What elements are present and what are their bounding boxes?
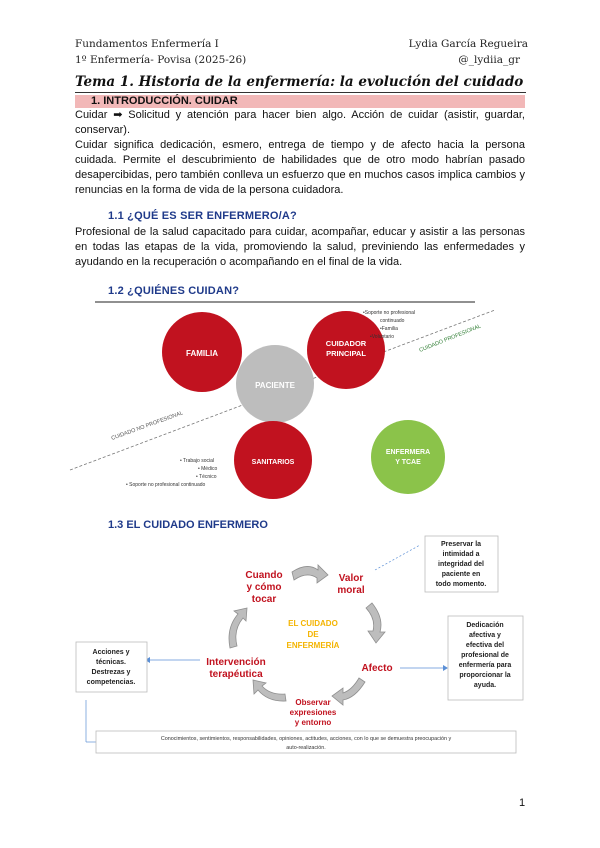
center-label-3: ENFERMERÍA — [286, 641, 340, 650]
cuidador-note-2: continuado — [380, 318, 405, 324]
text-line: conservar). — [75, 124, 131, 136]
cycle-arrow-bottom-right — [332, 678, 365, 705]
enfermera-label-1: ENFERMERA — [385, 449, 431, 456]
connector-preservar — [375, 545, 420, 570]
text-line: desapercibidas, pero también conlleva un esfuerzo que en muchos casos implica cambios y — [75, 169, 525, 181]
cuando-label-1: Cuando — [245, 570, 283, 581]
cuidador-label-1: CUIDADOR — [325, 339, 367, 348]
label-cuidado-no-profesional: CUIDADO NO PROFESIONAL — [110, 410, 184, 442]
box-dedicacion-line: enfermería para — [458, 662, 512, 669]
sanitarios-note-4: • Soporte no profesional continuado — [126, 482, 206, 488]
sanitarios-note-3: • Técnico — [196, 474, 217, 480]
cuidador-note-3: •Familia — [380, 326, 398, 332]
label-cuidado-profesional: CUIDADO PROFESIONAL — [418, 323, 482, 354]
box-preservar-line: integridad del — [438, 561, 484, 568]
header-course: Fundamentos Enfermería I — [75, 38, 219, 50]
box-dedicacion-line: proporcionar la — [459, 672, 511, 679]
page-title: Tema 1. Historia de la enfermería: la evolución del cuidado — [75, 74, 524, 90]
box-dedicacion-line: Dedicación — [466, 622, 504, 629]
sanitarios-label: SANITARIOS — [251, 459, 295, 466]
center-label-2: DE — [307, 630, 319, 639]
text-line: cuidada. Permite el descubrimiento de habilidades que de otro modo habrían pasado — [75, 154, 525, 166]
enfermera-circle — [371, 420, 445, 494]
cuando-label-3: tocar — [251, 594, 277, 605]
text-line: Profesional de la salud capacitado para cuidar, acompañar, educar y asistir a las personas — [75, 226, 525, 238]
header-year: 1º Enfermería- Povisa (2025-26) — [75, 54, 247, 66]
box-preservar-line: todo momento. — [435, 581, 487, 588]
valor-label-1: Valor — [338, 573, 364, 584]
box-preservar-line: intimidad a — [442, 551, 480, 558]
cycle-arrow-top — [292, 565, 328, 583]
header-handle: @_lydiia_gr — [458, 54, 520, 66]
section-heading-intro: 1. INTRODUCCIÓN. CUIDAR — [91, 95, 238, 107]
box-acciones-line: Destrezas y — [91, 669, 131, 676]
cuidador-note-1: •Soporte no profesional — [363, 310, 416, 316]
subsection-heading-1-1: 1.1 ¿QUÉ ES SER ENFERMERO/A? — [108, 210, 297, 222]
sanitarios-note-2: • Médico — [198, 466, 218, 472]
subsection-heading-1-3: 1.3 EL CUIDADO ENFERMERO — [108, 519, 268, 531]
box-acciones-line: competencias. — [86, 679, 136, 686]
page-number: 1 — [519, 797, 526, 809]
paciente-label: PACIENTE — [255, 381, 295, 390]
box-dedicacion-line: efectiva del — [465, 642, 505, 649]
box-dedicacion-line: afectiva y — [469, 632, 501, 639]
observar-label-2: expresiones — [289, 708, 337, 717]
text-line: renuncias en la forma de vida de la persona cuidadora. — [75, 184, 344, 196]
cycle-arrow-right — [366, 603, 385, 643]
cycle-arrow-left — [229, 608, 247, 648]
valor-label-2: moral — [337, 585, 365, 596]
box-bottom-line-2: auto-realización. — [286, 745, 326, 751]
center-label-1: EL CUIDADO — [288, 619, 338, 628]
box-dedicacion-line: ayuda. — [473, 682, 497, 689]
cuidador-label-2: PRINCIPAL — [326, 349, 366, 358]
familia-label: FAMILIA — [186, 349, 218, 358]
box-bottom-line-1: Conocimientos, sentimientos, responsabilidades, opiniones, actitudes, acciones, con lo que se demuestra preocupación y — [160, 736, 452, 742]
sanitarios-note-1: • Trabajo social — [180, 458, 214, 464]
text-line: ayudando en la recuperación o acompañando en el final de la vida. — [75, 256, 403, 268]
afecto-label: Afecto — [361, 663, 393, 674]
observar-label-3: y entorno — [294, 718, 332, 727]
text-line: Cuidar significa dedicación, esmero, entrega de tiempo y de afecto hacia la persona — [75, 139, 525, 151]
box-acciones-line: Acciones y — [92, 649, 130, 656]
text-line: en todas las etapas de la vida, promoviendo la salud, previniendo las enfermedades y — [75, 241, 525, 253]
box-dedicacion-line: profesional de — [461, 652, 509, 659]
intervencion-label-2: terapéutica — [209, 669, 263, 680]
box-preservar-line: paciente en — [441, 571, 481, 578]
box-preservar-line: Preservar la — [440, 541, 482, 548]
box-acciones-line: técnicas. — [96, 659, 126, 666]
text-line: Cuidar ➡ Solicitud y atención para hacer bien algo. Acción de cuidar (asistir, guardar, — [75, 109, 525, 121]
connector-dedicacion-arrowhead — [443, 665, 448, 671]
cuidador-note-4: •Voluntario — [370, 334, 394, 340]
subsection-heading-1-2: 1.2 ¿QUIÉNES CUIDAN? — [108, 285, 240, 297]
cycle-arrow-bottom-left — [253, 680, 286, 701]
observar-label-1: Observar — [295, 698, 331, 707]
header-author: Lydia García Regueira — [408, 38, 528, 50]
intervencion-label-1: Intervención — [206, 657, 266, 668]
cuando-label-2: y cómo — [246, 582, 282, 593]
enfermera-label-2: Y TCAE — [395, 459, 421, 466]
